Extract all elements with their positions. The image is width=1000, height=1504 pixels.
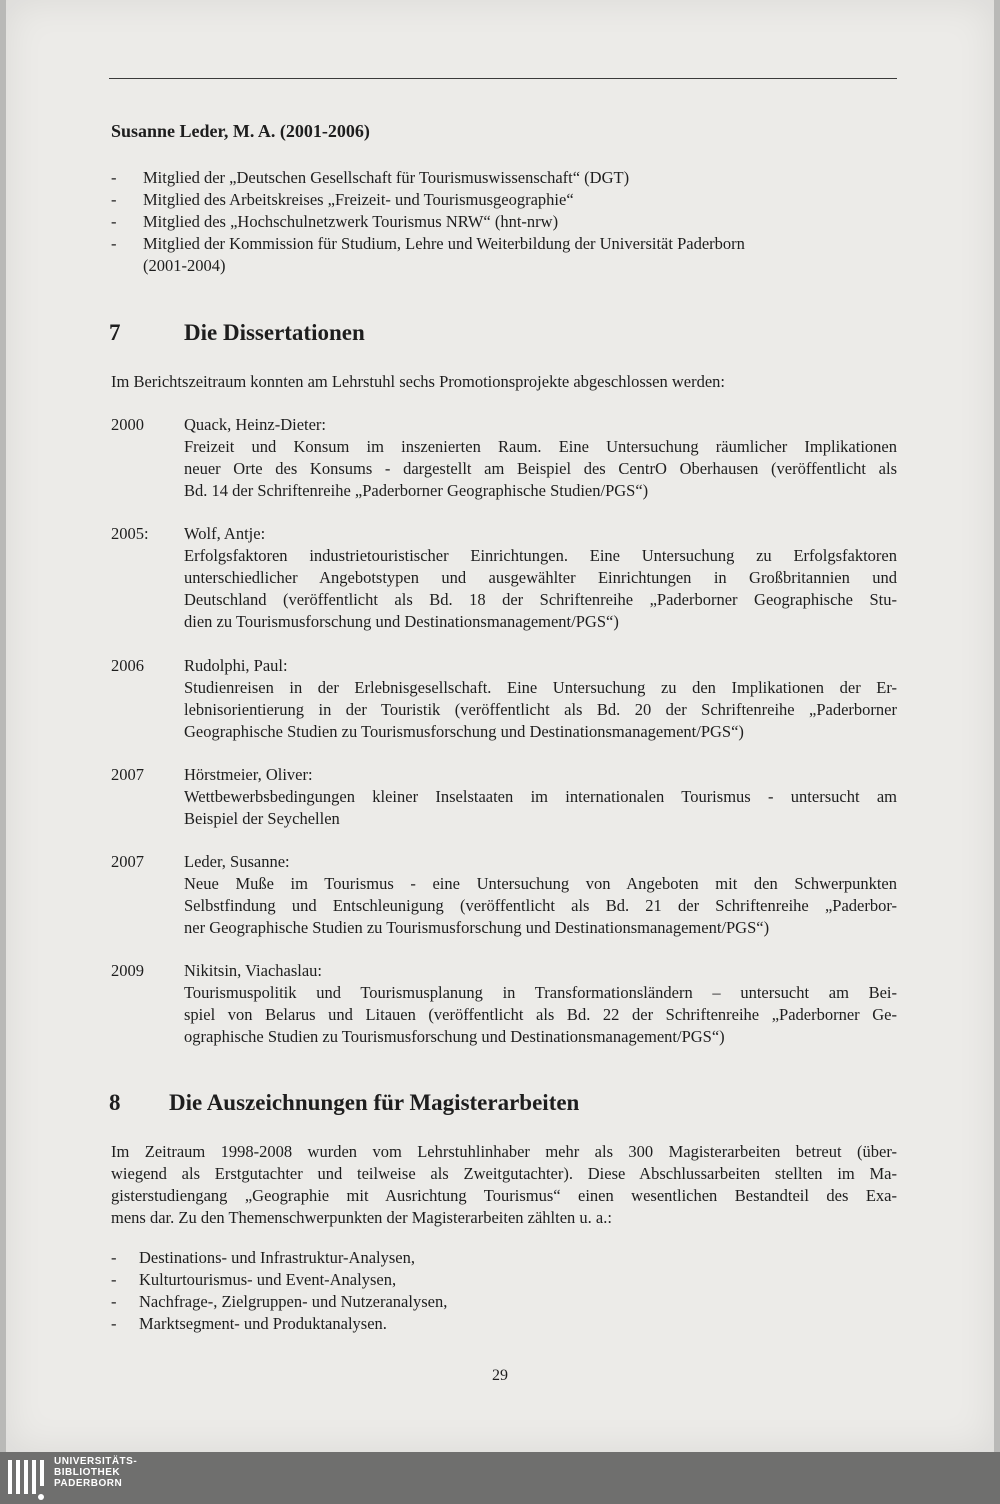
list-item: - Kulturtourismus- und Event-Analysen, <box>111 1270 397 1289</box>
entry-author: Wolf, Antje: <box>184 524 266 543</box>
entry-line: spiel von Belarus und Litauen (veröffentlicht als Bd. 22 der Schriftenreihe „Paderborner Ge- <box>184 1005 897 1024</box>
section7-number: 7 <box>109 320 121 345</box>
entry-line: Neue Muße im Tourismus - eine Untersuchung von Angeboten mit den Schwerpunkten <box>184 874 897 893</box>
list-item: - Destinations- und Infrastruktur-Analysen, <box>111 1248 415 1267</box>
section8-paragraph <box>111 1141 897 1229</box>
person-heading: Susanne Leder, M. A. (2001-2006) <box>111 121 370 141</box>
entry-line: Bd. 14 der Schriftenreihe „Paderborner Geographische Studien/PGS“) <box>184 481 649 500</box>
library-logo-text <box>54 1456 137 1489</box>
entry-year: 2006 <box>111 656 144 675</box>
entry-line: Beispiel der Seychellen <box>184 809 340 828</box>
entry-line: Erfolgsfaktoren industrietouristischer Einrichtungen. Eine Untersuchung zu Erfolgsfaktoren <box>184 546 897 565</box>
paragraph-line: Im Zeitraum 1998-2008 wurden vom Lehrstuhlinhaber mehr als 300 Magisterarbeiten betreut (über- <box>111 1142 897 1161</box>
list-item-continuation: (2001-2004) <box>143 256 226 275</box>
entry-author: Rudolphi, Paul: <box>184 656 288 675</box>
entry-line: ner Geographische Studien zu Tourismusforschung und Destinationsmanagement/PGS“) <box>184 918 770 937</box>
entry-line: neuer Orte des Konsums - dargestellt am Beispiel des CentrO Oberhausen (veröffentlicht als <box>184 459 897 478</box>
header-rule <box>109 78 897 79</box>
entry-line: unterschiedlicher Angebotstypen und ausgewählter Einrichtungen in Großbritannien und <box>184 568 897 587</box>
entry-line: Tourismuspolitik und Tourismusplanung in Transformationsländern – untersucht am Bei- <box>184 983 897 1002</box>
list-item: - Mitglied der Kommission für Studium, Lehre und Weiterbildung der Universität Paderborn <box>111 234 745 253</box>
page-number: 29 <box>492 1367 508 1384</box>
entry-author: Hörstmeier, Oliver: <box>184 765 313 784</box>
logo-line: BIBLIOTHEK <box>54 1467 121 1478</box>
section8-number: 8 <box>109 1090 121 1115</box>
list-item: - Mitglied des Arbeitskreises „Freizeit- und Tourismusgeographie“ <box>111 190 574 209</box>
topics-list <box>111 1247 447 1335</box>
entry-year: 2007 <box>111 765 144 784</box>
list-item: - Nachfrage-, Zielgruppen- und Nutzeranalysen, <box>111 1292 448 1311</box>
paragraph-line: mens dar. Zu den Themenschwerpunkten der Magisterarbeiten zählten u. a.: <box>111 1208 612 1227</box>
entry-year: 2005: <box>111 524 149 543</box>
entry-line: dien zu Tourismusforschung und Destinationsmanagement/PGS“) <box>184 612 619 631</box>
entry-line: ographische Studien zu Tourismusforschung und Destinationsmanagement/PGS“) <box>184 1027 725 1046</box>
entry-line: Studienreisen in der Erlebnisgesellschaft. Eine Untersuchung zu den Implikationen der Er- <box>184 678 897 697</box>
list-item: - Mitglied der „Deutschen Gesellschaft für Tourismuswissenschaft“ (DGT) <box>111 168 630 187</box>
entry-line: Freizeit und Konsum im inszenierten Raum. Eine Untersuchung räumlicher Implikationen <box>184 437 897 456</box>
paragraph-line: gisterstudiengang „Geographie mit Ausrichtung Tourismus“ einen wesentlichen Bestandteil des Exa- <box>111 1186 897 1205</box>
paragraph-line: wiegend als Erstgutachter und teilweise als Zweitgutachter). Diese Abschlussarbeiten stellten im Ma- <box>111 1164 897 1183</box>
logo-line: PADERBORN <box>54 1478 123 1489</box>
library-footer <box>0 1452 1000 1504</box>
section7-intro: Im Berichtszeitraum konnten am Lehrstuhl sechs Promotionsprojekte abgeschlossen werden: <box>111 372 726 391</box>
document-page <box>6 0 994 1452</box>
entry-author: Leder, Susanne: <box>184 852 290 871</box>
entry-year: 2007 <box>111 852 144 871</box>
logo-line: UNIVERSITÄTS- <box>54 1456 138 1467</box>
list-item: - Mitglied des „Hochschulnetzwerk Tourismus NRW“ (hnt-nrw) <box>111 212 559 231</box>
section7-title: Die Dissertationen <box>184 320 365 345</box>
entry-author: Quack, Heinz-Dieter: <box>184 415 327 434</box>
entry-line: Selbstfindung und Entschleunigung (veröffentlicht als Bd. 21 der Schriftenreihe „Paderbor- <box>184 896 897 915</box>
entry-line: lebnisorientierung in der Touristik (veröffentlicht als Bd. 20 der Schriftenreihe „Paderborner <box>184 700 897 719</box>
entry-line: Deutschland (veröffentlicht als Bd. 18 der Schriftenreihe „Paderborner Geographische Stu- <box>184 590 897 609</box>
person-memberships-list <box>111 167 745 277</box>
entry-line: Wettbewerbsbedingungen kleiner Inselstaaten im internationalen Tourismus - untersucht am <box>184 787 897 806</box>
list-item: - Marktsegment- und Produktanalysen. <box>111 1314 387 1333</box>
entry-author: Nikitsin, Viachaslau: <box>184 961 323 980</box>
section8-title: Die Auszeichnungen für Magisterarbeiten <box>169 1090 580 1115</box>
entry-line: Geographische Studien zu Tourismusforschung und Destinationsmanagement/PGS“) <box>184 722 744 741</box>
entry-year: 2009 <box>111 961 144 980</box>
logo-dot-icon <box>38 1494 44 1500</box>
entry-year: 2000 <box>111 415 144 434</box>
